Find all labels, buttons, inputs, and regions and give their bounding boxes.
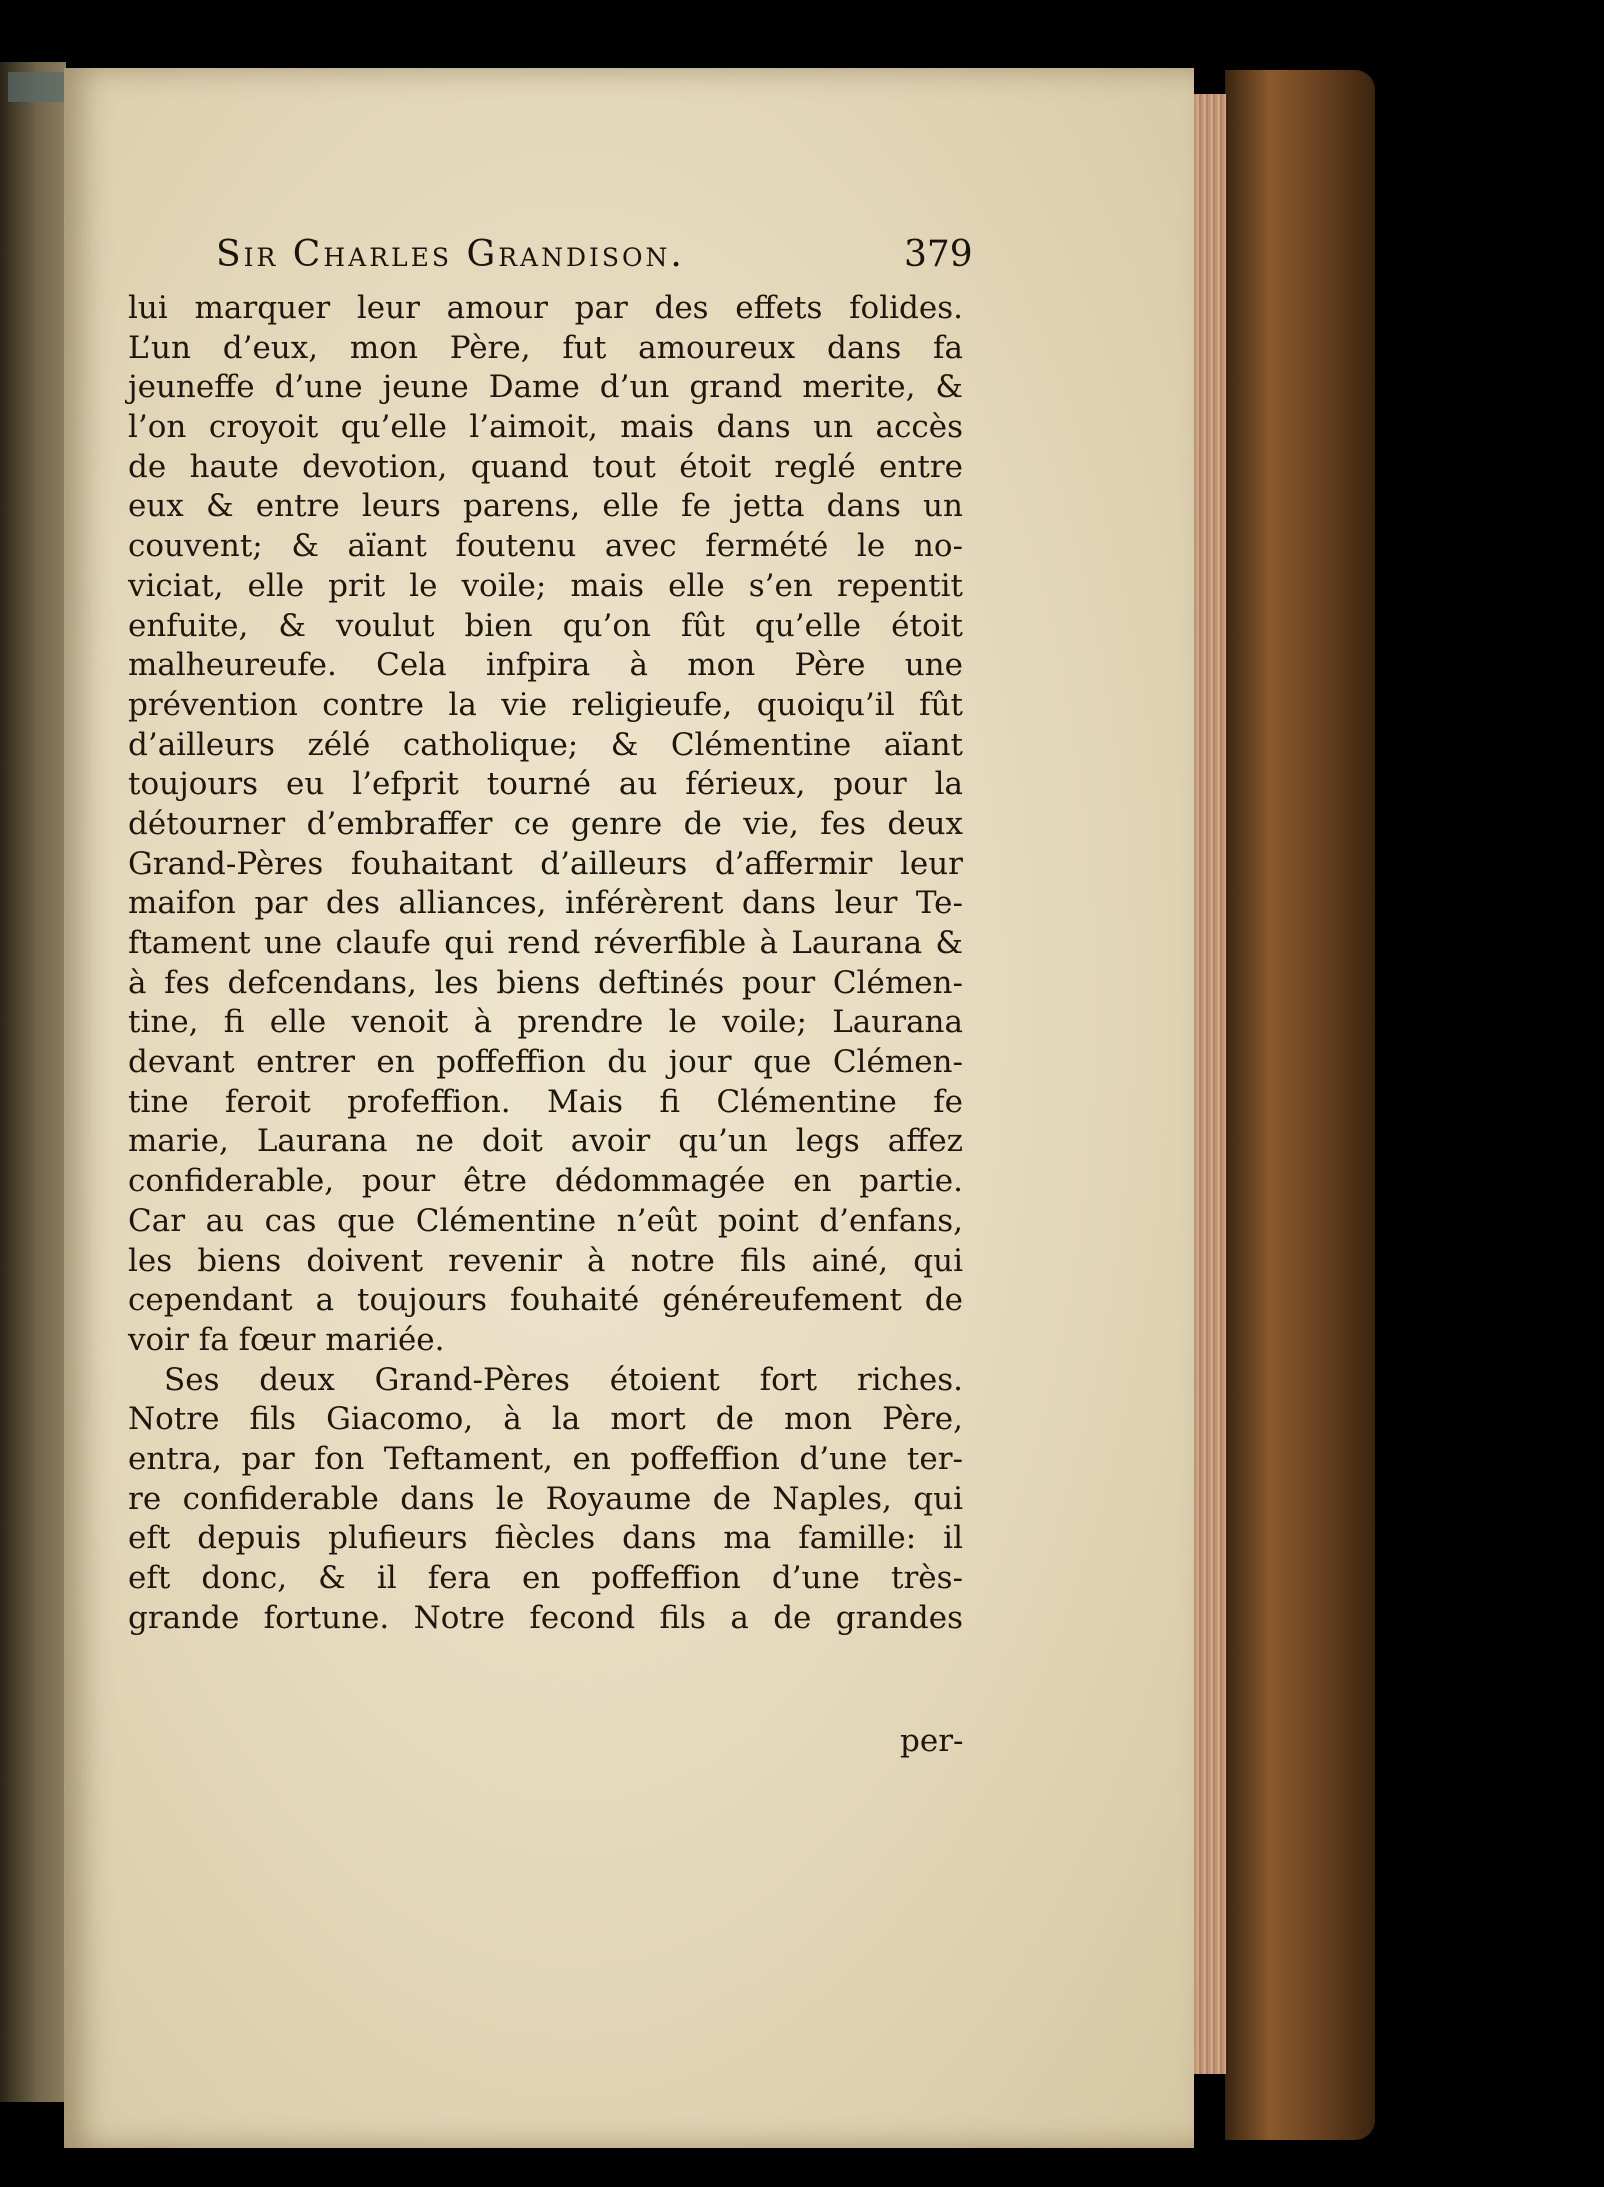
text-line: maifon par des alliances, inférèrent dans leur Te- bbox=[128, 885, 963, 922]
text-line: de haute devotion, quand tout étoit reglé entre bbox=[128, 448, 963, 485]
text-line: eft donc, & il fera en poffeffion d’une très- bbox=[128, 1560, 963, 1596]
text-line: marie, Laurana ne doit avoir qu’un legs affez bbox=[128, 1123, 963, 1160]
text-line: confiderable, pour être dédommagée en partie. bbox=[128, 1163, 963, 1200]
text-line: l’on croyoit qu’elle l’aimoit, mais dans un accès bbox=[128, 409, 963, 446]
text-line: lui marquer leur amour par des effets folides. bbox=[128, 290, 963, 326]
text-line: jeuneffe d’une jeune Dame d’un grand merite, & bbox=[128, 369, 963, 406]
body-text bbox=[128, 289, 963, 1638]
text-line: eft depuis plufieurs fiècles dans ma famille: il bbox=[128, 1520, 963, 1557]
text-line: les biens doivent revenir à notre fils ainé, qui bbox=[128, 1242, 963, 1279]
text-line: ftament une claufe qui rend réverfible à Laurana & bbox=[128, 925, 963, 961]
text-line: re confiderable dans le Royaume de Naples, qui bbox=[128, 1480, 963, 1517]
text-line: eux & entre leurs parens, elle fe jetta dans un bbox=[128, 488, 963, 525]
text-line: Notre fils Giacomo, à la mort de mon Père, bbox=[128, 1401, 963, 1438]
text-line: L’un d’eux, mon Père, fut amoureux dans fa bbox=[128, 329, 963, 366]
text-line: détourner d’embraffer ce genre de vie, fes deux bbox=[128, 805, 963, 842]
text-line: tine feroit profeffion. Mais fi Clémentine fe bbox=[128, 1083, 963, 1120]
facing-page-edge bbox=[0, 62, 66, 2102]
text-line: entra, par fon Teftament, en poffeffion d’une ter- bbox=[128, 1440, 963, 1477]
text-line: d’ailleurs zélé catholique; & Clémentine aïant bbox=[128, 726, 963, 763]
running-head: Sir Charles Grandison. bbox=[216, 234, 685, 275]
book-cover bbox=[1225, 70, 1375, 2140]
text-line: voir fa fœur mariée. bbox=[128, 1321, 445, 1358]
text-line: cependant a toujours fouhaité généreufement de bbox=[128, 1282, 963, 1319]
catchword: per- bbox=[900, 1723, 964, 1759]
text-line: Car au cas que Clémentine n’eût point d’enfans, bbox=[128, 1202, 963, 1239]
text-line: Ses deux Grand-Pères étoient fort riches. bbox=[164, 1361, 963, 1398]
text-line: à fes defcendans, les biens deftinés pour Clémen- bbox=[128, 964, 963, 1001]
text-line: devant entrer en poffeffion du jour que Clémen- bbox=[128, 1044, 963, 1081]
text-line: couvent; & aïant foutenu avec fermété le no- bbox=[128, 528, 963, 565]
text-line: Grand-Pères fouhaitant d’ailleurs d’affermir leur bbox=[128, 845, 963, 882]
text-line: malheureufe. Cela infpira à mon Père une bbox=[128, 647, 963, 684]
text-line: enfuite, & voulut bien qu’on fût qu’elle étoit bbox=[128, 607, 963, 644]
text-line: grande fortune. Notre fecond fils a de grandes bbox=[128, 1599, 963, 1636]
page-number: 379 bbox=[904, 234, 973, 275]
text-line: toujours eu l’efprit tourné au férieux, pour la bbox=[128, 766, 963, 803]
text-line: prévention contre la vie religieufe, quoiqu’il fût bbox=[128, 686, 963, 723]
text-line: viciat, elle prit le voile; mais elle s’en repentit bbox=[128, 567, 963, 604]
binding-strip bbox=[8, 72, 64, 102]
text-line: tine, fi elle venoit à prendre le voile; Laurana bbox=[128, 1004, 963, 1041]
